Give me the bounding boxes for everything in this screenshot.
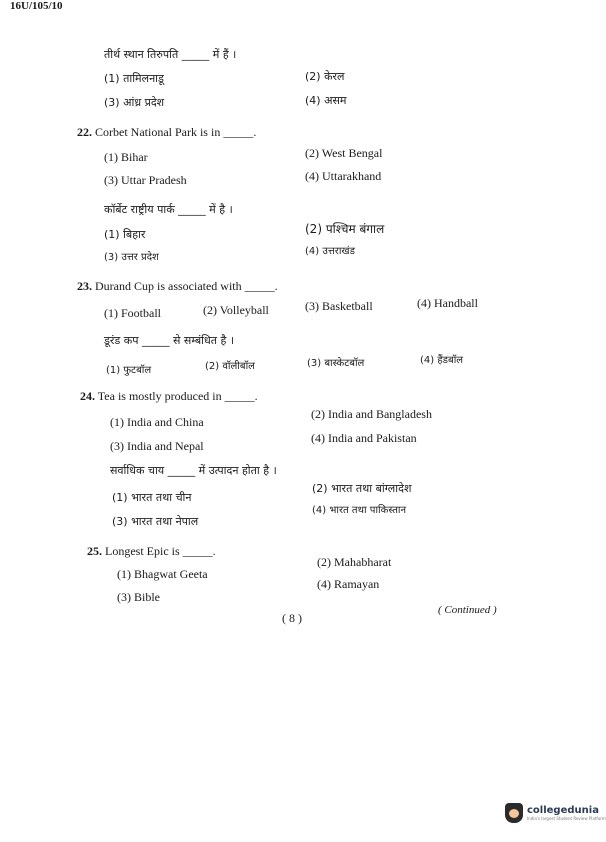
q22-hindi-question: कॉर्बेट राष्ट्रीय पार्क _____ में है । xyxy=(104,203,233,216)
q23-hindi-option-2: (2) वॉलीबॉल xyxy=(205,361,255,372)
q24-hindi-option-1: (1) भारत तथा चीन xyxy=(112,491,192,504)
q23-option-1: (1) Football xyxy=(104,306,161,320)
q25-option-4: (4) Ramayan xyxy=(317,577,380,591)
logo-tagline: India's largest Student Review Platform xyxy=(527,815,606,821)
q22-hindi-option-4: (4) उत्तराखंड xyxy=(305,246,355,257)
q23-hindi-question: डूरंड कप _____ से सम्बंधित है । xyxy=(104,334,235,347)
q24-option-4: (4) India and Pakistan xyxy=(311,431,417,445)
q24-hindi-option-4: (4) भारत तथा पाकिस्तान xyxy=(312,505,407,516)
q22-option-2: (2) West Bengal xyxy=(305,146,383,160)
q23-option-2: (2) Volleyball xyxy=(203,303,269,317)
q21-hindi-option-2: (2) केरल xyxy=(305,70,345,83)
q23-option-3: (3) Basketball xyxy=(305,299,373,313)
paper-code: 16U/105/10 xyxy=(10,0,63,12)
q25-option-3: (3) Bible xyxy=(117,590,160,604)
q22-number: 22. xyxy=(77,125,92,139)
q24 xyxy=(80,389,258,404)
q23-option-4: (4) Handball xyxy=(417,296,478,310)
q23-hindi-option-1: (1) फुटबॉल xyxy=(106,365,152,376)
page-number: ( 8 ) xyxy=(282,611,302,625)
q22-option-3: (3) Uttar Pradesh xyxy=(104,173,187,187)
q24-number: 24. xyxy=(80,389,95,403)
q24-hindi-option-2: (2) भारत तथा बांग्लादेश xyxy=(312,482,412,495)
q21-hindi-question: तीर्थ स्थान तिरुपति _____ में हैं । xyxy=(104,48,237,61)
q22-option-1: (1) Bihar xyxy=(104,150,148,164)
q22-hindi-option-3: (3) उत्तर प्रदेश xyxy=(104,252,159,263)
q22-option-4: (4) Uttarakhand xyxy=(305,169,382,183)
q23-question: Durand Cup is associated with _____. xyxy=(95,279,278,293)
q24-hindi-option-3: (3) भारत तथा नेपाल xyxy=(112,515,199,528)
q21-hindi-option-4: (4) असम xyxy=(305,94,347,107)
q22 xyxy=(77,125,256,140)
q22-hindi-option-1: (1) बिहार xyxy=(104,228,146,241)
continued-label: ( Continued ) xyxy=(438,604,497,616)
q25 xyxy=(87,544,216,559)
q25-option-1: (1) Bhagwat Geeta xyxy=(117,567,208,581)
q23 xyxy=(77,279,278,294)
q23-hindi-option-4: (4) हैंडबॉल xyxy=(420,355,464,366)
collegedunia-logo xyxy=(505,803,606,823)
q22-hindi-option-2: (2) पश्चिम बंगाल xyxy=(305,222,385,236)
q24-option-1: (1) India and China xyxy=(110,415,204,429)
q25-question: Longest Epic is _____. xyxy=(105,544,216,558)
q21-hindi-option-1: (1) तामिलनाडू xyxy=(104,72,164,85)
q24-option-3: (3) India and Nepal xyxy=(110,439,204,453)
q23-number: 23. xyxy=(77,279,92,293)
q22-question: Corbet National Park is in _____. xyxy=(95,125,257,139)
q21-hindi-option-3: (3) आंध्र प्रदेश xyxy=(104,96,165,109)
logo-name: collegedunia xyxy=(527,804,599,816)
mascot-icon xyxy=(505,803,523,823)
q24-hindi-question: सर्वाधिक चाय _____ में उत्पादन होता है । xyxy=(110,464,277,477)
q25-number: 25. xyxy=(87,544,102,558)
q23-hindi-option-3: (3) बास्केटबॉल xyxy=(307,358,365,369)
q25-option-2: (2) Mahabharat xyxy=(317,555,392,569)
q24-option-2: (2) India and Bangladesh xyxy=(311,407,432,421)
q24-question: Tea is mostly produced in _____. xyxy=(97,389,258,403)
